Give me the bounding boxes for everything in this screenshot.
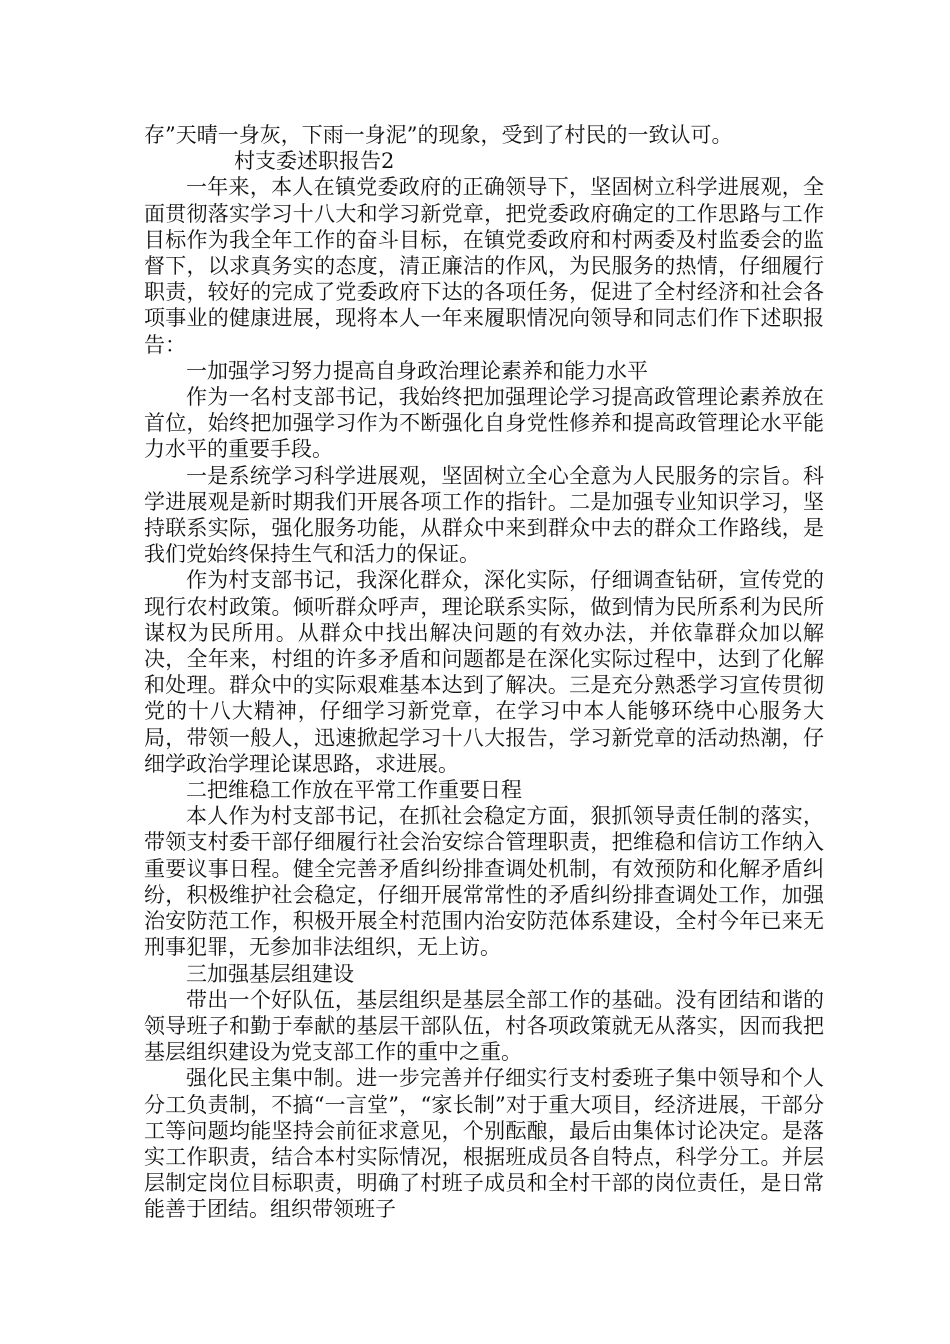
paragraph-democracy: 强化民主集中制。进一步完善并仔细实行支村委班子集中领导和个人分工负责制，不搞“一言堂”，“家长制”对于重大项目，经济进展，干部分工等问题均能坚持会前征求意见，个别酝酿，最后由集体讨论决定。是落实工作职责，结合本村实际情况，根据班成员各自特点，科学分工。并层层制定岗位目标职责，明确了村班子成员和全村干部的岗位责任，是日常能善于团结。组织带领班子: [144, 1066, 824, 1222]
heading-3: 三加强基层组建设: [186, 961, 354, 986]
section-title: 村支委述职报告2: [234, 149, 395, 174]
paragraph-intro: 一年来，本人在镇党委政府的正确领导下，坚固树立科学进展观，全面贯彻落实学习十八大和学习新党章，把党委政府确定的工作思路与工作目标作为我全年工作的奋斗目标，在镇党委政府和村两委及村监委会的监督下，以求真务实的态度，清正廉洁的作风，为民服务的热情，仔细履行职责，较好的完成了党委政府下达的各项任务，促进了全村经济和社会各项事业的健康进展，现将本人一年来履职情况向领导和同志们作下述职报告：: [144, 175, 824, 357]
document-page: [144, 122, 824, 1223]
paragraph-masses: 作为村支部书记，我深化群众，深化实际，仔细调查钻研，宣传党的现行农村政策。倾听群众呼声，理论联系实际，做到情为民所系利为民所谋权为民所用。从群众中找出解决问题的有效办法，并依靠群众加以解决，全年来，村组的许多矛盾和问题都是在深化实际过程中，达到了化解和处理。群众中的实际艰难基本达到了解决。三是充分熟悉学习宣传贯彻党的十八大精神，仔细学习新党章，在学习中本人能够环绕中心服务大局，带领一般人，迅速掀起学习十八大报告，学习新党章的活动热潮，仔细学政治学理论谋思路，求进展。: [144, 568, 824, 776]
paragraph-stability: 本人作为村支部书记，在抓社会稳定方面，狠抓领导责任制的落实，带领支村委干部仔细履行社会治安综合管理职责，把维稳和信访工作纳入重要议事日程。健全完善矛盾纠纷排查调处机制，有效预防和化解矛盾纠纷，积极维护社会稳定，仔细开展常常性的矛盾纠纷排查调处工作，加强治安防范工作，积极开展全村范围内治安防范体系建设，全村今年已来无刑事犯罪，无参加非法组织，无上访。: [144, 804, 824, 960]
paragraph-1: 存”天晴一身灰，下雨一身泥”的现象，受到了村民的一致认可。: [144, 123, 733, 147]
paragraph-study: 作为一名村支部书记，我始终把加强理论学习提高政管理论素养放在首位，始终把加强学习作为不断强化自身党性修养和提高政管理论水平能力水平的重要手段。: [144, 385, 824, 462]
paragraph-team: 带出一个好队伍，基层组织是基层全部工作的基础。没有团结和谐的领导班子和勤于奉献的基层干部队伍，村各项政策就无从落实，因而我把基层组织建设为党支部工作的重中之重。: [144, 987, 824, 1065]
paragraph-study-detail: 一是系统学习科学进展观，坚固树立全心全意为人民服务的宗旨。科学进展观是新时期我们开展各项工作的指针。二是加强专业知识学习，坚持联系实际，强化服务功能，从群众中来到群众中去的群众工作路线，是我们党始终保持生气和活力的保证。: [144, 463, 824, 567]
heading-1: 一加强学习努力提高自身政治理论素养和能力水平: [186, 358, 648, 383]
heading-2: 二把维稳工作放在平常工作重要日程: [186, 778, 522, 803]
